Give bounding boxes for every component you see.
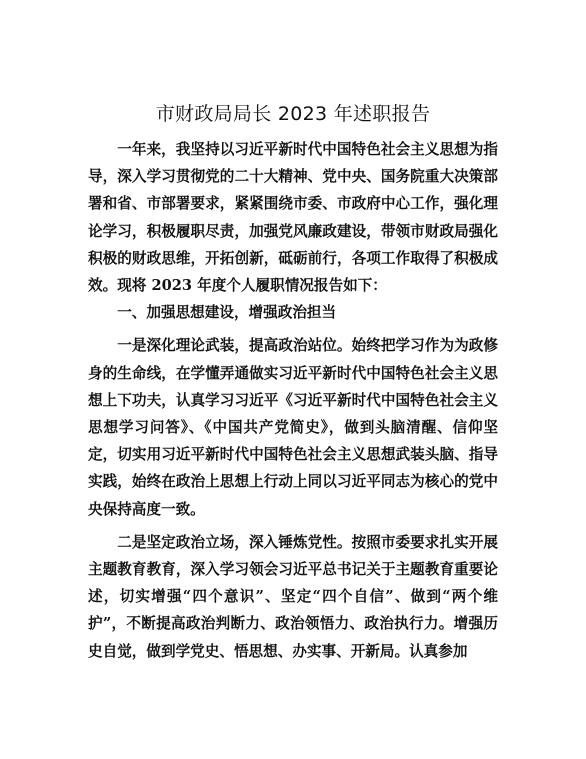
paragraph-theory: 一是深化理论武装，提高政治站位。始终把学习作为为政修身的生命线，在学懂弄通做实习近平新时代中国特色社会主义思想上下功夫，认真学习习近平《习近平新时代中国特色社会主义思想学习问答》、《中国共产党简史》，做到头脑清醒、信仰坚定，切实用习近平新时代中国特色社会主义思想武装头脑、指导实践，始终在政治上思想上行动上同以习近平同志为核心的党中央保持高度一致。 [88, 337, 498, 518]
intro-paragraph: 一年来，我坚持以习近平新时代中国特色社会主义思想为指导，深入学习贯彻党的二十大精神、党中央、国务院重大决策部署和省、市部署要求，紧紧围绕市委、市政府中心工作，强化理论学习，积极履职尽责，加强党风廉政建设，带领市财政局强化积极的财政思维，开拓创新，砥砺前行，各项工作取得了积极成效。现将 2023 年度个人履职情况报告如下： [88, 141, 498, 295]
document-title: 市财政局局长 2023 年述职报告 [155, 103, 431, 125]
section-heading-1: 一、加强思想建设，增强政治担当 [117, 304, 337, 322]
document-body [88, 136, 498, 665]
paragraph-political-stance: 二是坚定政治立场，深入锤炼党性。按照市委要求扎实开展主题教育教育，深入学习领会习近平总书记关于主题教育重要论述，切实增强“四个意识”、坚定“四个自信”、做到“两个维护”，不断提高政治判断力、政治领悟力、政治执行力。增强历史自觉，做到学党史、悟思想、办实事、开新局。认真参加 [88, 533, 498, 660]
